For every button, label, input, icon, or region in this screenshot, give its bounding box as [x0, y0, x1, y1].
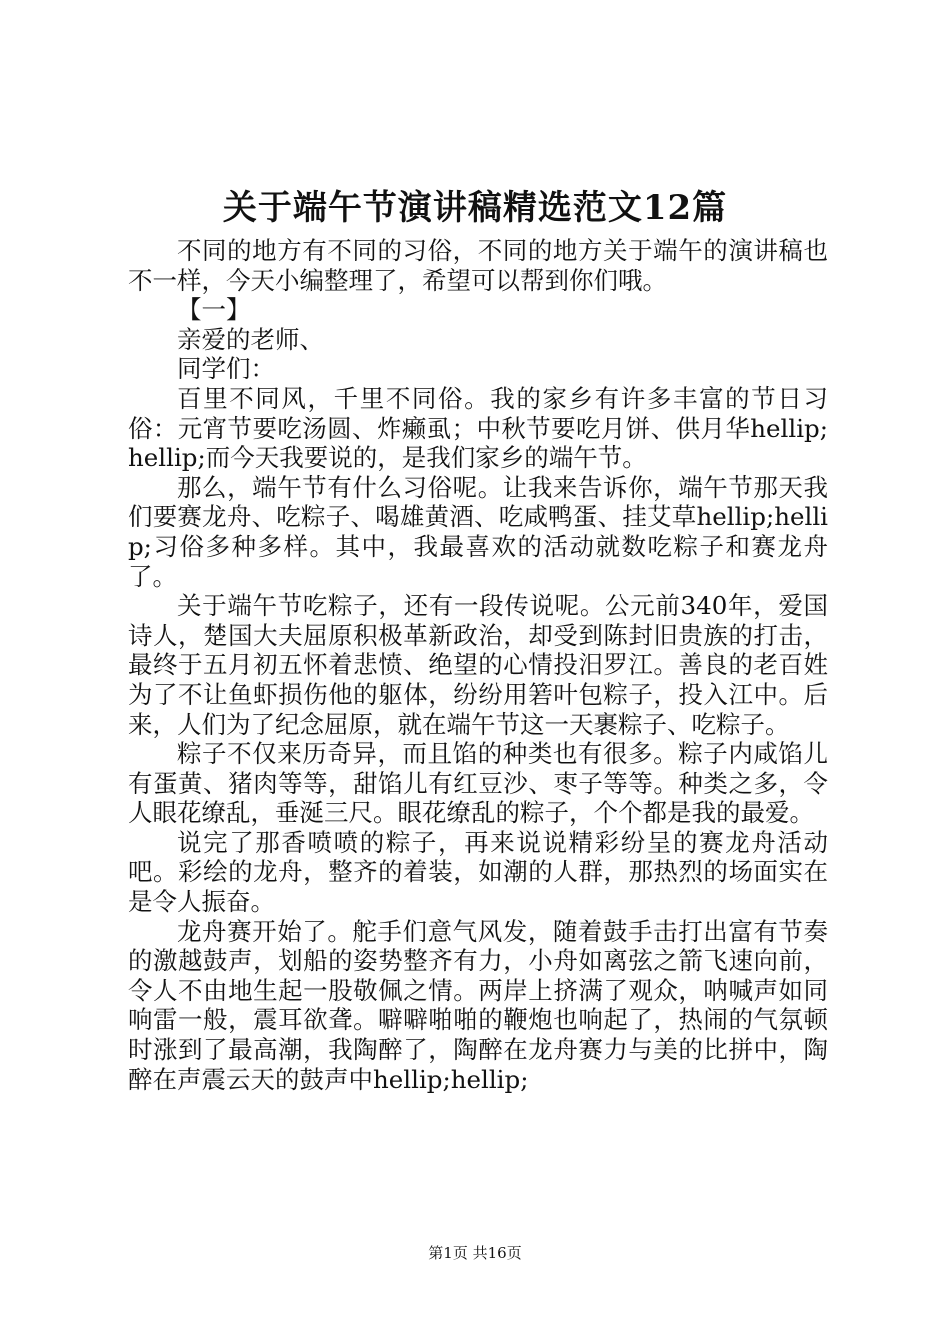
- salutation-line: 亲爱的老师、: [177, 324, 324, 354]
- body-paragraph: 关于端午节吃粽子，还有一段传说呢。公元前340年，爱国诗人，楚国大夫屈原积极革新政治，却受到陈封旧贵族的打击，最终于五月初五怀着悲愤、绝望的心情投汨罗江。善良的老百姓为了不让鱼虾损伤他的躯体，纷纷用箬叶包粽子，投入江中。后来，人们为了纪念屈原，就在端午节这一天裹粽子、吃粽子。: [128, 591, 828, 739]
- body-paragraph: 那么，端午节有什么习俗呢。让我来告诉你，端午节那天我们要赛龙舟、吃粽子、喝雄黄酒、吃咸鸭蛋、挂艾草hellip;hellip;习俗多种多样。其中，我最喜欢的活动就数吃粽子和赛龙舟了。: [128, 472, 828, 591]
- document-title: 关于端午节演讲稿精选范文12篇: [222, 188, 728, 228]
- body-paragraph: 百里不同风，千里不同俗。我的家乡有许多丰富的节日习俗：元宵节要吃汤圆、炸癞虱；中秋节要吃月饼、供月华hellip;hellip;而今天我要说的，是我们家乡的端午节。: [128, 383, 828, 473]
- section-heading: 【一】: [177, 295, 251, 325]
- salutation-line: 同学们：: [177, 354, 275, 384]
- document-body: [128, 236, 828, 1094]
- body-paragraph: 粽子不仅来历奇异，而且馅的种类也有很多。粽子内咸馅儿有蛋黄、猪肉等等，甜馅儿有红豆沙、枣子等等。种类之多，令人眼花缭乱，垂涎三尺。眼花缭乱的粽子，个个都是我的最爱。: [128, 739, 828, 828]
- intro-paragraph: 不同的地方有不同的习俗，不同的地方关于端午的演讲稿也不一样，今天小编整理了，希望可以帮到你们哦。: [128, 236, 828, 295]
- body-paragraph: 龙舟赛开始了。舵手们意气风发，随着鼓手击打出富有节奏的激越鼓声，划船的姿势整齐有力，小舟如离弦之箭飞速向前，令人不由地生起一股敬佩之情。两岸上挤满了观众，呐喊声如同响雷一般，震耳欲聋。噼噼啪啪的鞭炮也响起了，热闹的气氛顿时涨到了最高潮，我陶醉了，陶醉在龙舟赛力与美的比拼中，陶醉在声震云天的鼓声中hellip;hellip;: [128, 916, 828, 1094]
- page-number-footer: 第1页 共16页: [428, 1244, 522, 1262]
- body-paragraph: 说完了那香喷喷的粽子，再来说说精彩纷呈的赛龙舟活动吧。彩绘的龙舟，整齐的着装，如潮的人群，那热烈的场面实在是令人振奋。: [128, 827, 828, 917]
